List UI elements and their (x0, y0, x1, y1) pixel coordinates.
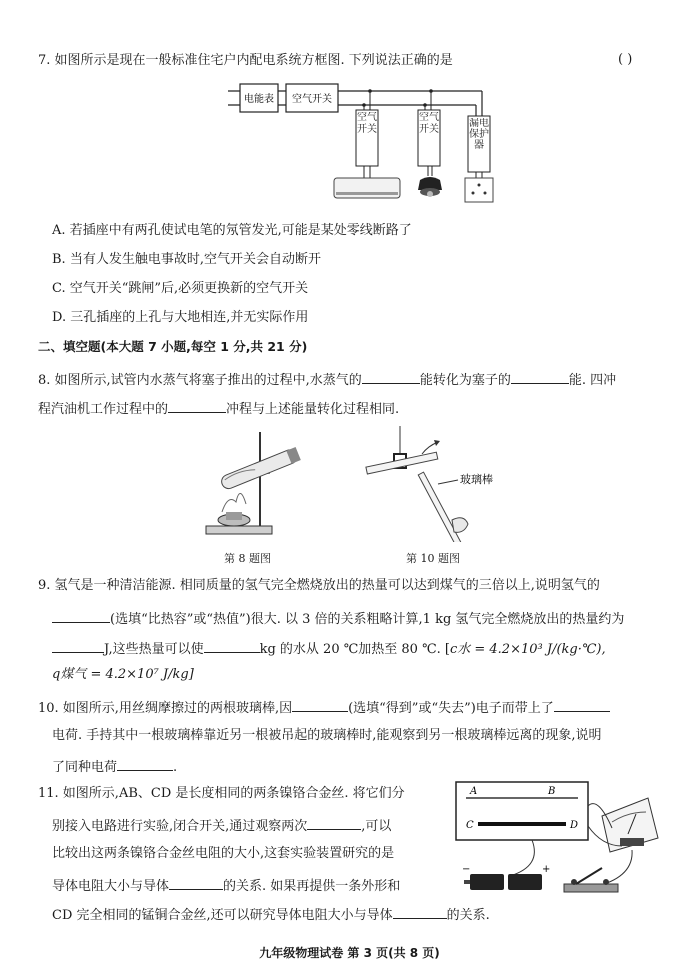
fig10-caption: 第 10 题图 (406, 552, 460, 565)
q8-line2 (38, 398, 399, 419)
battery-minus: − (462, 864, 471, 875)
lamp-icon (418, 177, 442, 197)
branch2-label: 空气开关 (419, 112, 439, 135)
q11-text-6: CD 完全相同的锰铜合金丝,还可以研究导体电阻大小与导体 (52, 908, 393, 923)
q9-text-4: kg 的水从 20 ℃加热至 80 ℃. [ (259, 642, 450, 657)
section-heading: 二、填空题(本大题 7 小题,每空 1 分,共 21 分) (38, 339, 308, 354)
q9-text-2: (选填“比热容”或“热值”)很大. 以 3 倍的关系粗略计算,1 kg 氢气完全燃烧放出的热量约为 (110, 612, 625, 627)
fig8-test-tube-apparatus (200, 424, 310, 542)
label-a: A (470, 786, 478, 797)
q8-blank-1 (362, 369, 420, 384)
q10-text-1: 10. 如图所示,用丝绸摩擦过的两根玻璃棒,因 (38, 701, 293, 716)
main-switch-label: 空气开关 (292, 94, 332, 105)
q11-blank-2 (169, 875, 223, 890)
q11-text-5: 的关系. 如果再提供一条外形和 (223, 879, 401, 894)
q11-text-2: 别接入电路进行实验,闭合开关,通过观察两次 (52, 819, 308, 834)
q11-circuit-figure (452, 776, 664, 902)
q10-text-2: (选填“得到”或“失去”)电子而带上了 (348, 701, 554, 716)
q9-text-3: J,这些热量可以使 (104, 642, 204, 657)
q9-blank-3 (204, 638, 260, 653)
q11-blank-3 (393, 904, 447, 919)
air-conditioner-icon (334, 178, 400, 198)
q10-line1 (38, 697, 610, 718)
q7-stem: 7. 如图所示是现在一般标准住宅户内配电系统方框图. 下列说法正确的是 (38, 53, 453, 68)
q11-line5 (52, 904, 490, 925)
q8-blank-3 (168, 398, 226, 413)
q9-blank-1 (52, 608, 110, 623)
q11-line3: 比较出这两条镍铬合金丝电阻的大小,这套实验装置研究的是 (52, 846, 395, 861)
q10-line2: 电荷. 手持其中一根玻璃棒靠近另一根被吊起的玻璃棒时,能观察到另一根玻璃棒远离的现象,说明 (52, 728, 602, 743)
q8-text-2: 能转化为塞子的 (419, 373, 511, 388)
q11-blank-1 (307, 815, 361, 830)
q9-blank-2 (52, 638, 104, 653)
q10-line3: 了同种电荷 . (52, 756, 177, 777)
q10-blank-2 (554, 697, 610, 712)
q8-blank-2 (511, 369, 569, 384)
fig10-glass-rods (360, 424, 510, 542)
q11-text-7: 的关系. (446, 908, 490, 923)
q9-line3 (52, 638, 606, 659)
q7-option-b: B. 当有人发生触电事故时,空气开关会自动断开 (52, 252, 321, 267)
q8-line1 (38, 369, 616, 390)
q10-text-3: 了同种电荷 (52, 760, 118, 775)
label-c: C (466, 820, 474, 831)
q9-line2 (52, 608, 624, 629)
branch1-label: 空气开关 (357, 112, 377, 135)
branch3-label: 漏电保护器 (469, 118, 489, 151)
page-footer: 九年级物理试卷 第 3 页(共 8 页) (259, 946, 440, 960)
q11-text-3: ,可以 (361, 819, 392, 834)
battery-icon (464, 874, 542, 890)
label-b: B (548, 786, 556, 797)
q8-text-5: 冲程与上述能量转化过程相同. (226, 402, 400, 417)
fig10-rod-label: 玻璃棒 (460, 473, 493, 486)
q7-option-c: C. 空气开关“跳闸”后,必须更换新的空气开关 (52, 281, 309, 296)
fig8-caption: 第 8 题图 (224, 552, 271, 565)
switch-icon (564, 868, 618, 892)
q8-text-4: 程汽油机工作过程中的 (38, 402, 169, 417)
q7-distribution-diagram (224, 80, 504, 210)
q7-answer-paren: ( ) (618, 52, 633, 67)
q10-blank-1 (292, 697, 348, 712)
label-d: D (570, 820, 579, 831)
q9-line4: q煤气 = 4.2×10⁷ J/kg] (52, 667, 194, 682)
q9-line1: 9. 氢气是一种清洁能源. 相同质量的氢气完全燃烧放出的热量可以达到煤气的三倍以上,说明氢气的 (38, 578, 600, 593)
q8-text-3: 能. 四冲 (568, 373, 617, 388)
q11-line4 (52, 875, 400, 896)
q7-option-a: A. 若插座中有两孔使试电笔的氖管发光,可能是某处零线断路了 (52, 223, 412, 238)
q7-option-d: D. 三孔插座的上孔与大地相连,并无实际作用 (52, 310, 309, 325)
q10-blank-3 (117, 756, 173, 771)
q11-text-4: 导体电阻大小与导体 (52, 879, 170, 894)
q11-line1: 11. 如图所示,AB、CD 是长度相同的两条镍铬合金丝. 将它们分 (38, 786, 405, 801)
q11-line2 (52, 815, 391, 836)
meter-label: 电能表 (244, 94, 274, 105)
socket-icon (465, 178, 493, 202)
q8-text-1: 8. 如图所示,试管内水蒸气将塞子推出的过程中,水蒸气的 (38, 373, 362, 388)
battery-plus: + (542, 864, 551, 875)
q9-text-5: c水 = 4.2×10³ J/(kg·℃), (449, 642, 606, 657)
